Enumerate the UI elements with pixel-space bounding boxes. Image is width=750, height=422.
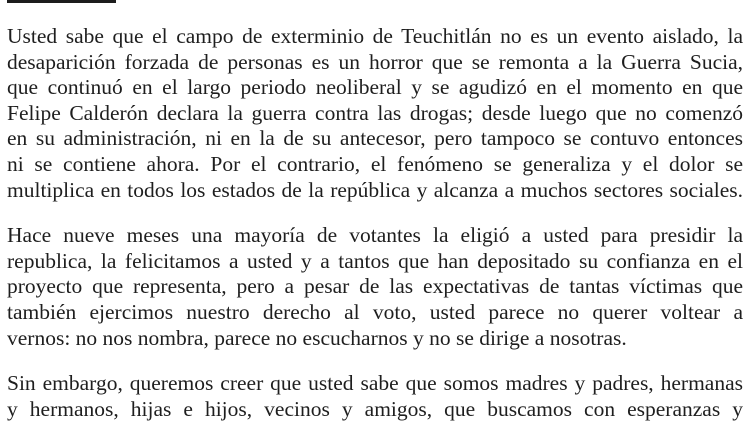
text-line: desaparición forzada de personas es un horror que se remonta a la Guerra Sucia, [7,49,743,74]
text-line: que continuó en el largo periodo neoliberal y se agudizó en el momento en que [7,75,743,100]
text-line: y hermanos, hijas e hijos, vecinos y amigos, que buscamos con esperanzas y [7,396,743,421]
text-line: también ejercimos nuestro derecho al voto, usted parece no querer voltear a [7,299,743,324]
paragraph-1 [7,24,743,203]
text-line: ni se contiene ahora. Por el contrario, el fenómeno se generaliza y el dolor se [7,151,743,176]
text-line: multiplica en todos los estados de la república y alcanza a muchos sectores sociales. [7,177,743,202]
text-line: vernos: no nos nombra, parece no escucharnos y no se dirige a nosotras. [7,325,627,350]
paragraph-2 [7,223,743,351]
text-line: Felipe Calderón declara la guerra contra las drogas; desde luego que no comenzó [7,100,743,125]
text-line: en su administración, ni en la de su antecesor, pero tampoco se contuvo entonces [7,126,743,151]
text-line: Hace nueve meses una mayoría de votantes la eligió a usted para presidir la [7,223,743,248]
text-line: proyecto que representa, pero a pesar de las expectativas de tantas víctimas que [7,274,743,299]
clipped-text-remnant [7,0,116,3]
text-line: republica, la felicitamos a usted y a tantos que han depositado su confianza en el [7,248,743,273]
text-line: Usted sabe que el campo de exterminio de Teuchitlán no es un evento aislado, la [7,24,743,48]
paragraph-3 [7,371,743,422]
text-line: Sin embargo, queremos creer que usted sabe que somos madres y padres, hermanas [7,371,743,396]
